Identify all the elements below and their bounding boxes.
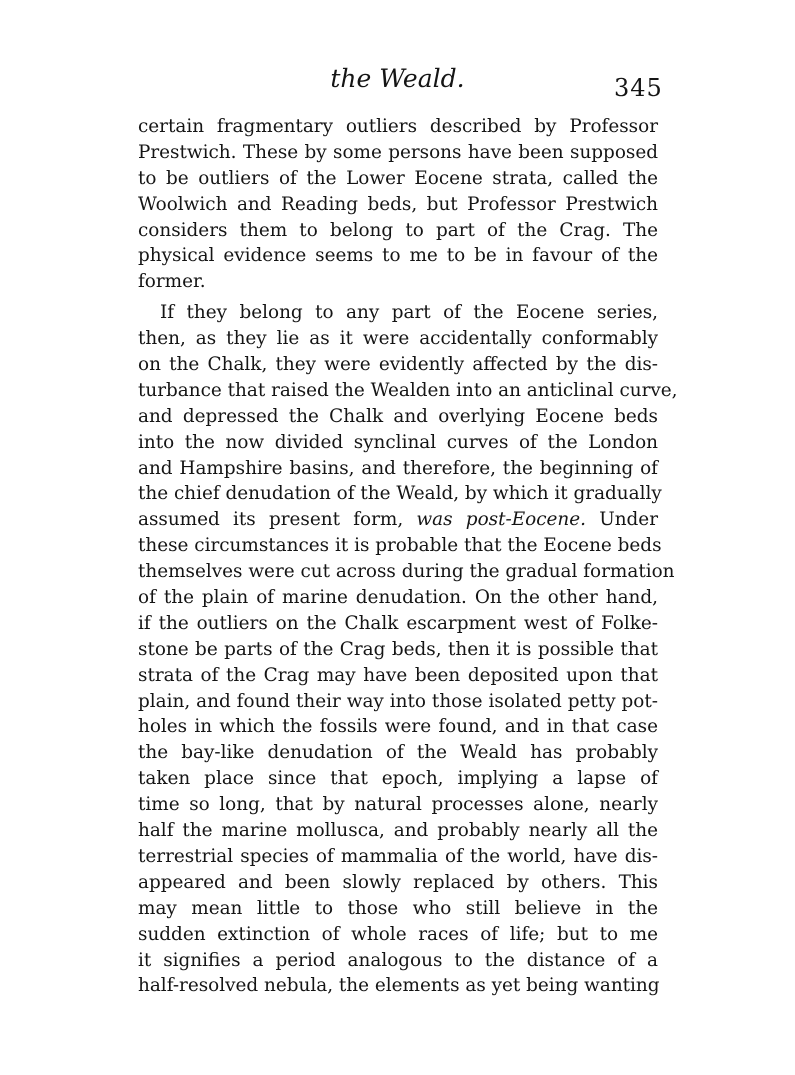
text-line: Woolwich and Reading beds, but Professor Prestwich <box>138 193 658 215</box>
text-line: If they belong to any part of the Eocene series, <box>160 302 658 324</box>
paragraph <box>138 300 678 999</box>
text-line: sudden extinction of whole races of life; but to me <box>138 923 658 945</box>
text-line: these circumstances it is probable that the Eocene beds <box>138 535 662 557</box>
text-line: may mean little to those who still believe in the <box>138 897 658 919</box>
text-line: considers them to belong to part of the Crag. The <box>138 219 658 241</box>
running-head <box>0 64 795 104</box>
body-text <box>138 114 678 999</box>
emphasis: was post-Eocene. <box>416 509 586 531</box>
text-line: taken place since that epoch, implying a lapse of <box>138 768 658 790</box>
text-line: half the marine mollusca, and probably nearly all the <box>138 820 658 842</box>
text-line: terrestrial species of mammalia of the world, have dis- <box>138 845 658 867</box>
text-line: to be outliers of the Lower Eocene strata, called the <box>138 167 658 189</box>
text-line: of the plain of marine denudation. On the other hand, <box>138 587 658 609</box>
text-line: the chief denudation of the Weald, by which it gradually <box>138 483 662 505</box>
text-line: holes in which the fossils were found, and in that case <box>138 716 658 738</box>
paragraph <box>138 114 658 295</box>
text-line: plain, and found their way into those isolated petty pot- <box>138 690 658 712</box>
text-line: former. <box>138 271 206 293</box>
text-line: certain fragmentary outliers described by Professor <box>138 116 658 137</box>
page-number: 345 <box>614 74 663 102</box>
text-line: and depressed the Chalk and overlying Eocene beds <box>138 405 658 427</box>
text-line: half-resolved nebula, the elements as yet being wanting <box>138 975 660 997</box>
text-line: strata of the Crag may have been deposited upon that <box>138 664 658 686</box>
text-line: the bay-like denudation of the Weald has probably <box>138 742 658 764</box>
text-line: appeared and been slowly replaced by others. This <box>138 871 658 893</box>
text-line: it signifies a period analogous to the distance of a <box>138 949 658 971</box>
text-line: into the now divided synclinal curves of the London <box>138 431 658 453</box>
text-line: time so long, that by natural processes alone, nearly <box>138 794 658 816</box>
running-title: the Weald. <box>330 64 465 93</box>
text-line: stone be parts of the Crag beds, then it is possible that <box>138 638 658 660</box>
text-line: and Hampshire basins, and therefore, the beginning of <box>138 457 658 479</box>
text-line: if the outliers on the Chalk escarpment west of Folke- <box>138 612 658 634</box>
text-line: assumed its present form, was post-Eocene. Under <box>138 509 658 531</box>
text-line: on the Chalk, they were evidently affected by the dis- <box>138 354 658 376</box>
text-line: Prestwich. These by some persons have been supposed <box>138 141 658 163</box>
text-line: themselves were cut across during the gradual formation <box>138 561 675 583</box>
text-line: physical evidence seems to me to be in favour of the <box>138 245 658 267</box>
text-line: turbance that raised the Wealden into an anticlinal curve, <box>138 379 678 401</box>
text-line: then, as they lie as it were accidentally conformably <box>138 328 658 350</box>
